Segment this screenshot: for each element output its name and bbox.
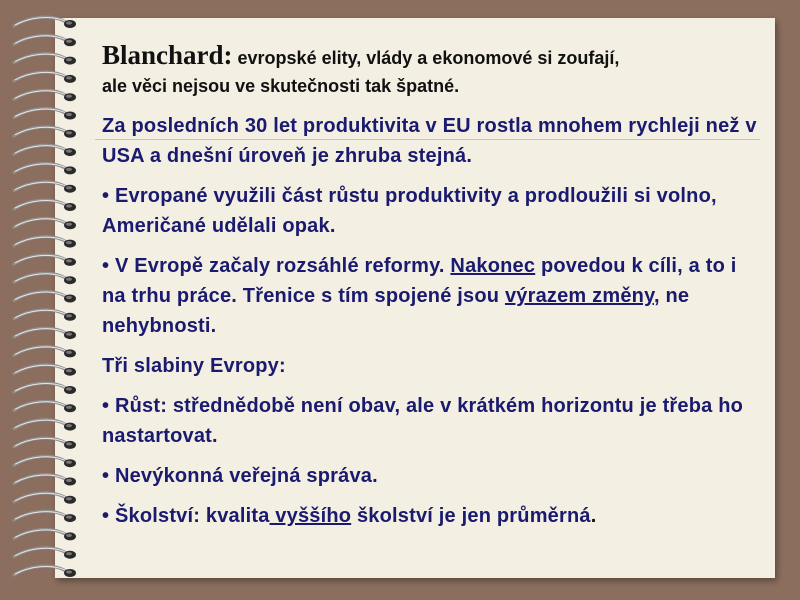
spiral-ring <box>14 273 76 284</box>
spiral-ring <box>14 365 76 376</box>
bullet-administration: • Nevýkonná veřejná správa. <box>102 465 378 487</box>
spiral-ring <box>14 566 76 577</box>
bullet-growth: • Růst: střednědobě není obav, ale v krátkém horizontu je třeba ho nastartovat. <box>102 395 744 447</box>
spiral-ring <box>14 529 76 540</box>
bullet-reforms <box>102 251 762 341</box>
spiral-ring <box>14 511 76 522</box>
slide-content <box>102 40 762 541</box>
reforms-text-c: , ne nehybnosti. <box>102 285 690 337</box>
title-heading: Blanchard: <box>102 40 233 70</box>
spiral-ring <box>14 200 76 211</box>
spiral-ring <box>14 328 76 339</box>
spiral-ring <box>14 292 76 303</box>
spiral-ring <box>14 548 76 559</box>
spiral-ring <box>14 237 76 248</box>
spiral-binding-icon <box>0 0 90 600</box>
spiral-ring <box>14 163 76 174</box>
title <box>102 40 762 73</box>
reforms-text-a: • V Evropě začaly rozsáhlé reformy. <box>102 255 451 277</box>
spiral-ring <box>14 346 76 357</box>
spiral-ring <box>14 438 76 449</box>
spiral-ring <box>14 90 76 101</box>
paragraph-productivity: Za posledních 30 let produktivita v EU rostla mnohem rychleji než v USA a dnešní úroveň je zhruba stejná. <box>102 115 757 167</box>
education-text-b: školství je jen průměrná <box>351 505 591 527</box>
title-line2: ale věci nejsou ve skutečnosti tak špatné. <box>102 76 460 96</box>
spiral-ring <box>14 182 76 193</box>
spiral-ring <box>14 17 76 28</box>
reforms-text-b: povedou k cíli, a to i na trhu práce. Třenice s tím spojené jsou <box>102 255 737 307</box>
bullet-education <box>102 501 762 531</box>
spiral-ring <box>14 456 76 467</box>
weaknesses-heading: Tři slabiny Evropy: <box>102 355 286 377</box>
spiral-ring <box>14 310 76 321</box>
spiral-ring <box>14 493 76 504</box>
title-line1: evropské elity, vlády a ekonomové si zoufají, <box>232 48 620 68</box>
link-nakonec[interactable]: Nakonec <box>450 255 536 277</box>
spiral-ring <box>14 401 76 412</box>
education-text-a: • Školství: kvalita <box>102 505 270 527</box>
spiral-ring <box>14 383 76 394</box>
spiral-ring <box>14 127 76 138</box>
spiral-ring <box>14 72 76 83</box>
link-vyssiho[interactable]: vyššího <box>269 505 352 527</box>
education-text-c: . <box>590 505 597 527</box>
spiral-ring <box>14 54 76 65</box>
spiral-ring <box>14 475 76 486</box>
spiral-ring <box>14 218 76 229</box>
spiral-ring <box>14 109 76 120</box>
spiral-ring <box>14 145 76 156</box>
spiral-ring <box>14 420 76 431</box>
link-vyrazem-zmeny[interactable]: výrazem změny <box>504 285 654 307</box>
spiral-ring <box>14 255 76 266</box>
spiral-ring <box>14 35 76 46</box>
bullet-leisure: • Evropané využili část růstu produktivity a prodloužili si volno, Američané udělali opak. <box>102 185 717 237</box>
